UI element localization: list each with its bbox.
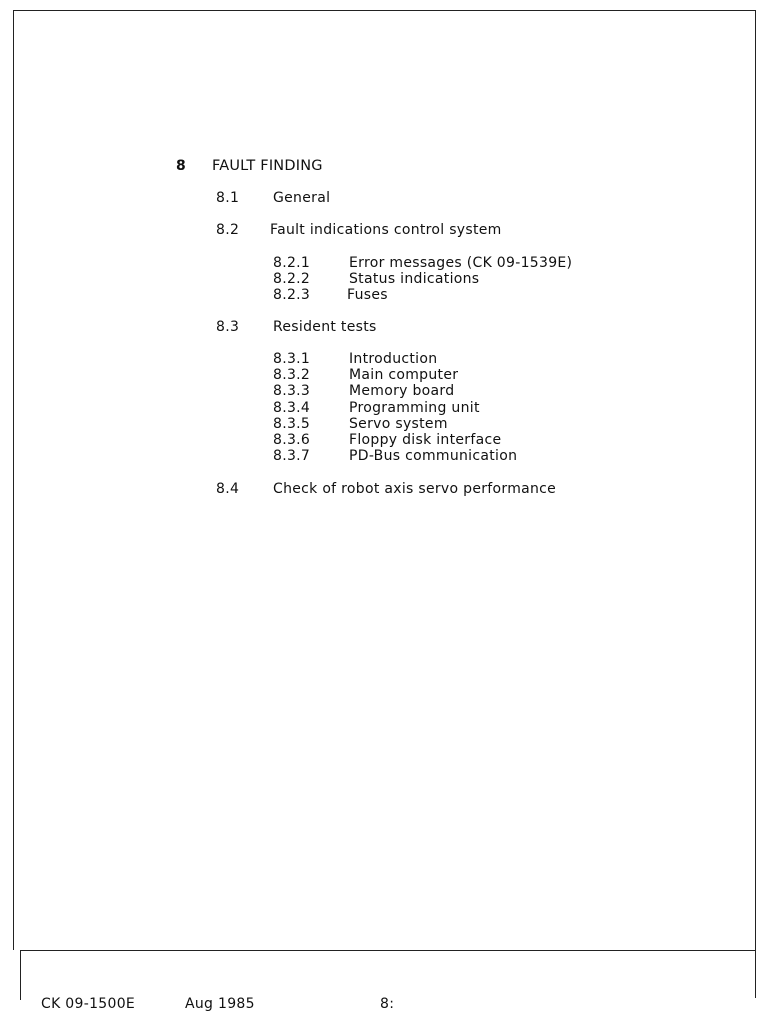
subsection-title: Memory board [349,383,455,399]
section-number: 8.4 [216,481,240,497]
subsection-number: 8.3.4 [273,400,311,416]
chapter-number: 8 [176,158,187,174]
section-number: 8.3 [216,319,240,335]
section-title: Check of robot axis servo performance [273,481,557,497]
subsection-title: Introduction [349,351,438,367]
subsection-number: 8.3.5 [273,416,311,432]
subsection-number: 8.3.1 [273,351,311,367]
section-title: Fault indications control system [270,222,502,238]
subsection-number: 8.2.3 [273,287,311,303]
subsection-number: 8.2.2 [273,271,311,287]
footer-page-number: 8: [380,996,395,1012]
subsection-number: 8.3.2 [273,367,311,383]
section-title: Resident tests [273,319,377,335]
section-title: General [273,190,331,206]
subsection-number: 8.3.6 [273,432,311,448]
subsection-title: Floppy disk interface [349,432,502,448]
subsection-title: Status indications [349,271,480,287]
footer-document-id: CK 09-1500E [41,996,136,1012]
subsection-title: Servo system [349,416,448,432]
footer-left-rule [20,950,21,1000]
subsection-number: 8.3.7 [273,448,311,464]
page-frame-left-rule [13,10,14,950]
chapter-title: FAULT FINDING [212,158,323,174]
subsection-title: Fuses [347,287,388,303]
footer-separator-rule [20,950,756,951]
subsection-number: 8.3.3 [273,383,311,399]
subsection-number: 8.2.1 [273,255,311,271]
subsection-title: Error messages (CK 09-1539E) [349,255,573,271]
section-number: 8.2 [216,222,240,238]
subsection-title: PD-Bus communication [349,448,518,464]
subsection-title: Programming unit [349,400,480,416]
page-frame-right-rule [755,10,756,998]
footer-date: Aug 1985 [185,996,255,1012]
section-number: 8.1 [216,190,240,206]
subsection-title: Main computer [349,367,459,383]
page-frame-top-rule [13,10,755,11]
